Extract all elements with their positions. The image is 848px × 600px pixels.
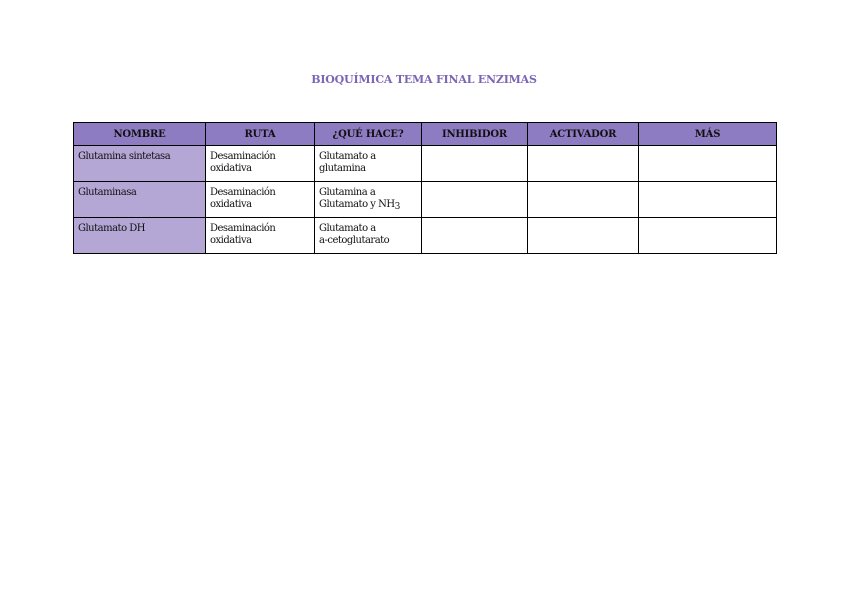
- cell-ruta-text: [206, 146, 314, 175]
- cell-activador: [528, 182, 639, 218]
- cell-mas: [639, 218, 777, 254]
- cell-que-hace-line-2: Glutamato y NH: [319, 199, 395, 210]
- cell-ruta-line-2: oxidativa: [210, 163, 252, 174]
- cell-que-hace: [315, 182, 422, 218]
- header-activador: ACTIVADOR: [528, 123, 639, 146]
- cell-ruta-line-2: oxidativa: [210, 199, 252, 210]
- cell-inhibidor-text: [422, 218, 527, 223]
- cell-ruta-text: [206, 182, 314, 211]
- cell-inhibidor: [422, 218, 528, 254]
- header-inhibidor: INHIBIDOR: [422, 123, 528, 146]
- cell-ruta-line-1: Desaminación: [210, 151, 276, 162]
- cell-que-hace-text: [315, 146, 421, 175]
- table-row: [74, 146, 777, 182]
- cell-activador: [528, 146, 639, 182]
- table-row: [74, 218, 777, 254]
- table-header-row: [74, 123, 777, 146]
- cell-mas: [639, 146, 777, 182]
- cell-activador-text: [528, 146, 638, 151]
- header-mas: MÁS: [639, 123, 777, 146]
- cell-inhibidor: [422, 182, 528, 218]
- cell-mas-text: [639, 146, 776, 151]
- table-row: [74, 182, 777, 218]
- cell-que-hace-line-1: Glutamato a: [319, 151, 376, 162]
- cell-activador-text: [528, 218, 638, 223]
- cell-que-hace-line-1: Glutamina a: [319, 187, 376, 198]
- cell-ruta-line-1: Desaminación: [210, 187, 276, 198]
- cell-activador: [528, 218, 639, 254]
- cell-que-hace-line-2: a-cetoglutarato: [319, 235, 390, 246]
- cell-que-hace-line-2: glutamina: [319, 163, 366, 174]
- document-title: BIOQUÍMICA TEMA FINAL ENZIMAS: [311, 73, 537, 86]
- cell-mas-text: [639, 182, 776, 187]
- cell-ruta-line-2: oxidativa: [210, 235, 252, 246]
- cell-ruta-line-1: Desaminación: [210, 223, 276, 234]
- cell-que-hace-text: [315, 218, 421, 247]
- header-nombre: NOMBRE: [74, 123, 206, 146]
- cell-que-hace-text: [315, 182, 421, 211]
- cell-nombre-text: Glutamina sintetasa: [78, 151, 171, 162]
- cell-que-hace: [315, 218, 422, 254]
- subscript-three: 3: [394, 202, 400, 212]
- cell-nombre: [74, 218, 206, 254]
- cell-nombre: [74, 146, 206, 182]
- cell-ruta-text: [206, 218, 314, 247]
- cell-inhibidor: [422, 146, 528, 182]
- cell-nombre-text: Glutamato DH: [78, 223, 146, 234]
- cell-activador-text: [528, 182, 638, 187]
- cell-nombre-text: Glutaminasa: [78, 187, 137, 198]
- cell-inhibidor-text: [422, 146, 527, 151]
- cell-inhibidor-text: [422, 182, 527, 187]
- cell-que-hace-line-1: Glutamato a: [319, 223, 376, 234]
- cell-ruta: [206, 218, 315, 254]
- cell-mas-text: [639, 218, 776, 223]
- cell-ruta: [206, 182, 315, 218]
- cell-ruta: [206, 146, 315, 182]
- cell-nombre: [74, 182, 206, 218]
- cell-que-hace: [315, 146, 422, 182]
- enzymes-table: [73, 122, 777, 254]
- cell-mas: [639, 182, 777, 218]
- header-que-hace: ¿QUÉ HACE?: [315, 123, 422, 146]
- header-ruta: RUTA: [206, 123, 315, 146]
